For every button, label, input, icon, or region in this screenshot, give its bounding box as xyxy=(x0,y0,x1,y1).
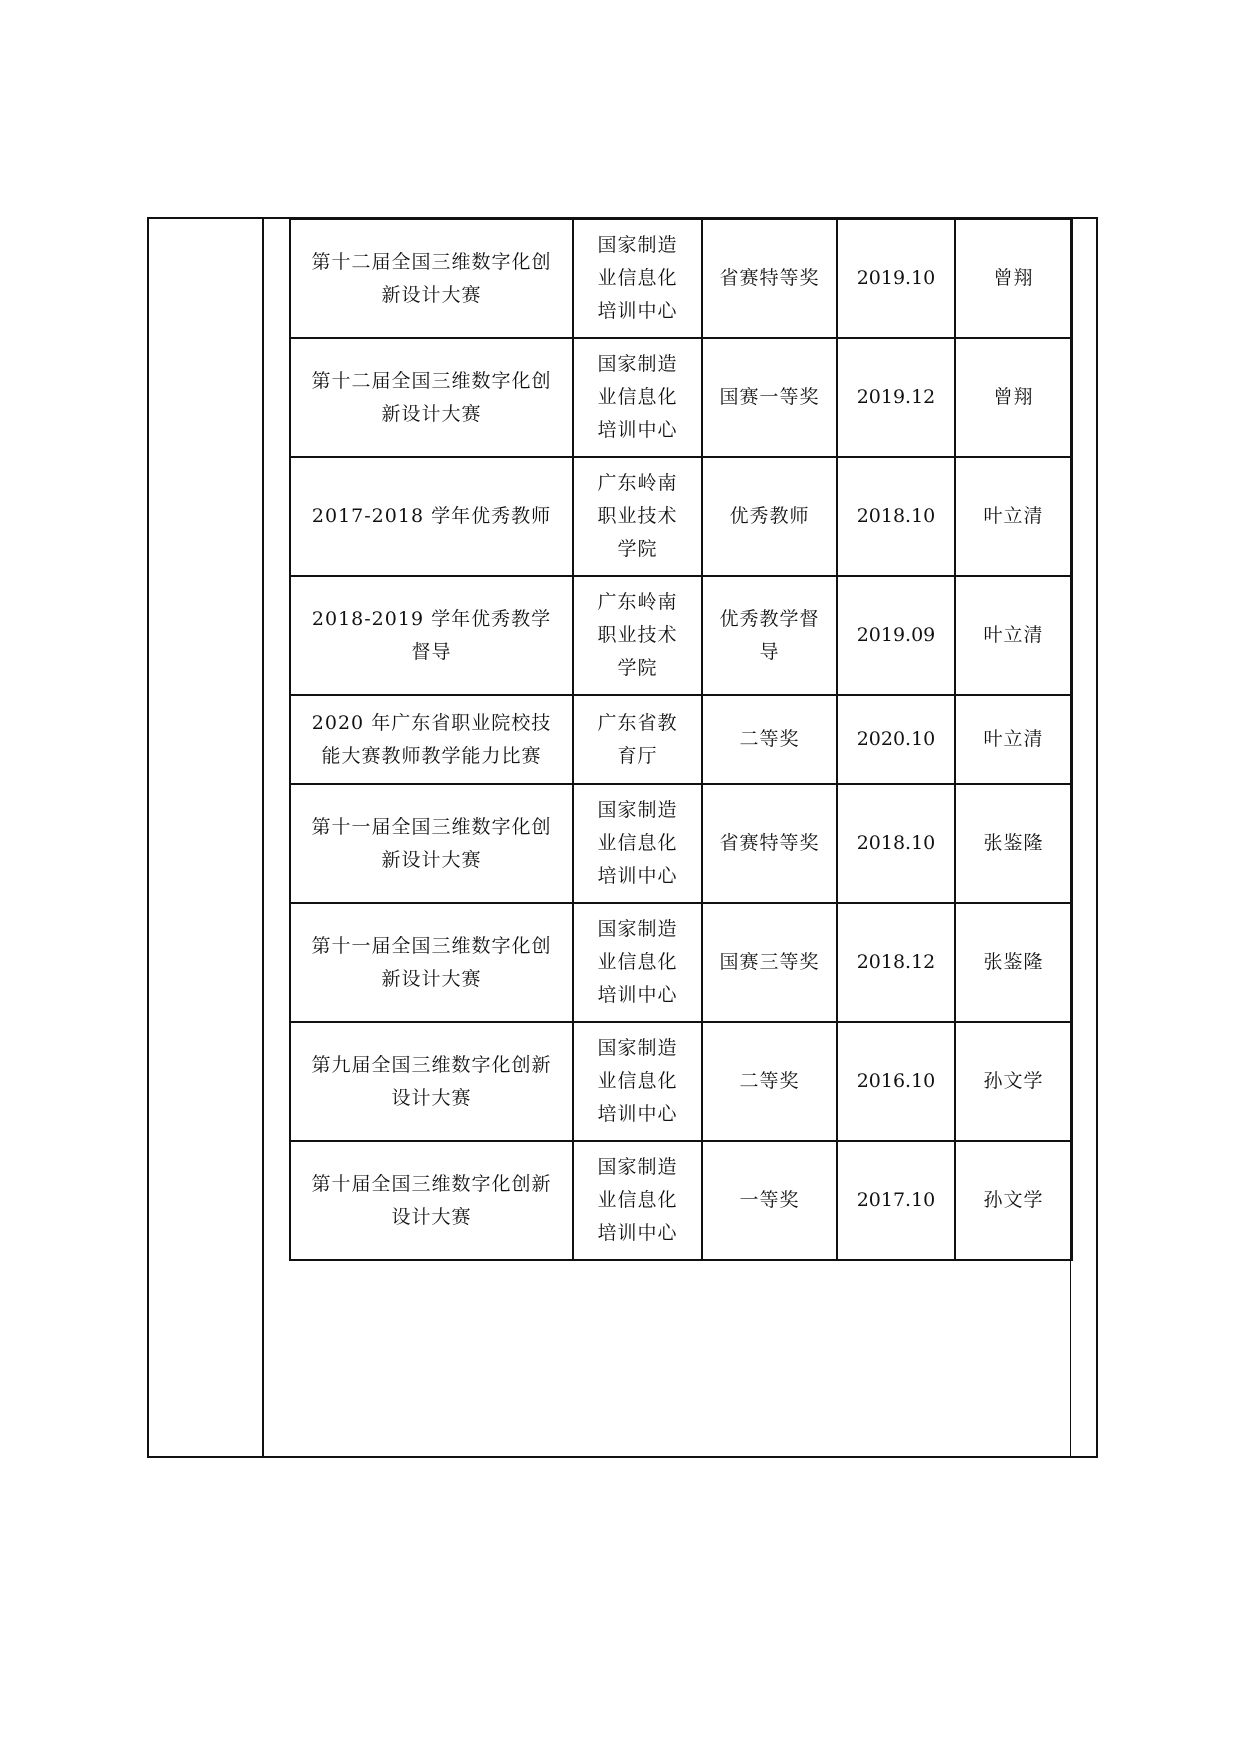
award-name-cell: 第十届全国三维数字化创新设计大赛 xyxy=(290,1141,573,1260)
recipient-cell: 叶立清 xyxy=(955,576,1072,695)
recipient-cell: 孙文学 xyxy=(955,1141,1072,1260)
award-date-cell: 2019.09 xyxy=(837,576,955,695)
award-level-cell: 优秀教学督导 xyxy=(702,576,837,695)
award-name-cell: 第十一届全国三维数字化创新设计大赛 xyxy=(290,903,573,1022)
table-row xyxy=(290,1022,1072,1141)
left-column-divider xyxy=(262,217,264,1458)
table-row xyxy=(290,695,1072,784)
issuing-org-cell: 国家制造业信息化培训中心 xyxy=(573,219,702,338)
awards-table xyxy=(289,218,1073,1261)
award-date-cell: 2018.12 xyxy=(837,903,955,1022)
award-level-cell: 国赛一等奖 xyxy=(702,338,837,457)
table-row xyxy=(290,784,1072,903)
award-name-cell: 2020 年广东省职业院校技能大赛教师教学能力比赛 xyxy=(290,695,573,784)
award-date-cell: 2017.10 xyxy=(837,1141,955,1260)
issuing-org-cell: 国家制造业信息化培训中心 xyxy=(573,903,702,1022)
award-date-cell: 2019.10 xyxy=(837,219,955,338)
award-level-cell: 国赛三等奖 xyxy=(702,903,837,1022)
issuing-org-cell: 国家制造业信息化培训中心 xyxy=(573,784,702,903)
award-date-cell: 2016.10 xyxy=(837,1022,955,1141)
recipient-cell: 叶立清 xyxy=(955,457,1072,576)
recipient-cell: 曾翔 xyxy=(955,338,1072,457)
award-name-cell: 第十二届全国三维数字化创新设计大赛 xyxy=(290,338,573,457)
issuing-org-cell: 国家制造业信息化培训中心 xyxy=(573,338,702,457)
table-row xyxy=(290,903,1072,1022)
table-row xyxy=(290,219,1072,338)
issuing-org-cell: 国家制造业信息化培训中心 xyxy=(573,1141,702,1260)
award-level-cell: 优秀教师 xyxy=(702,457,837,576)
award-date-cell: 2018.10 xyxy=(837,457,955,576)
table-row xyxy=(290,1141,1072,1260)
issuing-org-cell: 国家制造业信息化培训中心 xyxy=(573,1022,702,1141)
recipient-cell: 曾翔 xyxy=(955,219,1072,338)
award-name-cell: 第九届全国三维数字化创新设计大赛 xyxy=(290,1022,573,1141)
award-date-cell: 2020.10 xyxy=(837,695,955,784)
award-name-cell: 第十一届全国三维数字化创新设计大赛 xyxy=(290,784,573,903)
issuing-org-cell: 广东省教育厅 xyxy=(573,695,702,784)
award-date-cell: 2019.12 xyxy=(837,338,955,457)
award-name-cell: 第十二届全国三维数字化创新设计大赛 xyxy=(290,219,573,338)
table-row xyxy=(290,338,1072,457)
award-level-cell: 省赛特等奖 xyxy=(702,784,837,903)
award-date-cell: 2018.10 xyxy=(837,784,955,903)
award-level-cell: 省赛特等奖 xyxy=(702,219,837,338)
table-row xyxy=(290,457,1072,576)
recipient-cell: 叶立清 xyxy=(955,695,1072,784)
award-name-cell: 2018-2019 学年优秀教学督导 xyxy=(290,576,573,695)
issuing-org-cell: 广东岭南职业技术学院 xyxy=(573,576,702,695)
award-level-cell: 一等奖 xyxy=(702,1141,837,1260)
award-level-cell: 二等奖 xyxy=(702,695,837,784)
table-row xyxy=(290,576,1072,695)
recipient-cell: 张鉴隆 xyxy=(955,903,1072,1022)
award-name-cell: 2017-2018 学年优秀教师 xyxy=(290,457,573,576)
issuing-org-cell: 广东岭南职业技术学院 xyxy=(573,457,702,576)
recipient-cell: 孙文学 xyxy=(955,1022,1072,1141)
award-level-cell: 二等奖 xyxy=(702,1022,837,1141)
recipient-cell: 张鉴隆 xyxy=(955,784,1072,903)
